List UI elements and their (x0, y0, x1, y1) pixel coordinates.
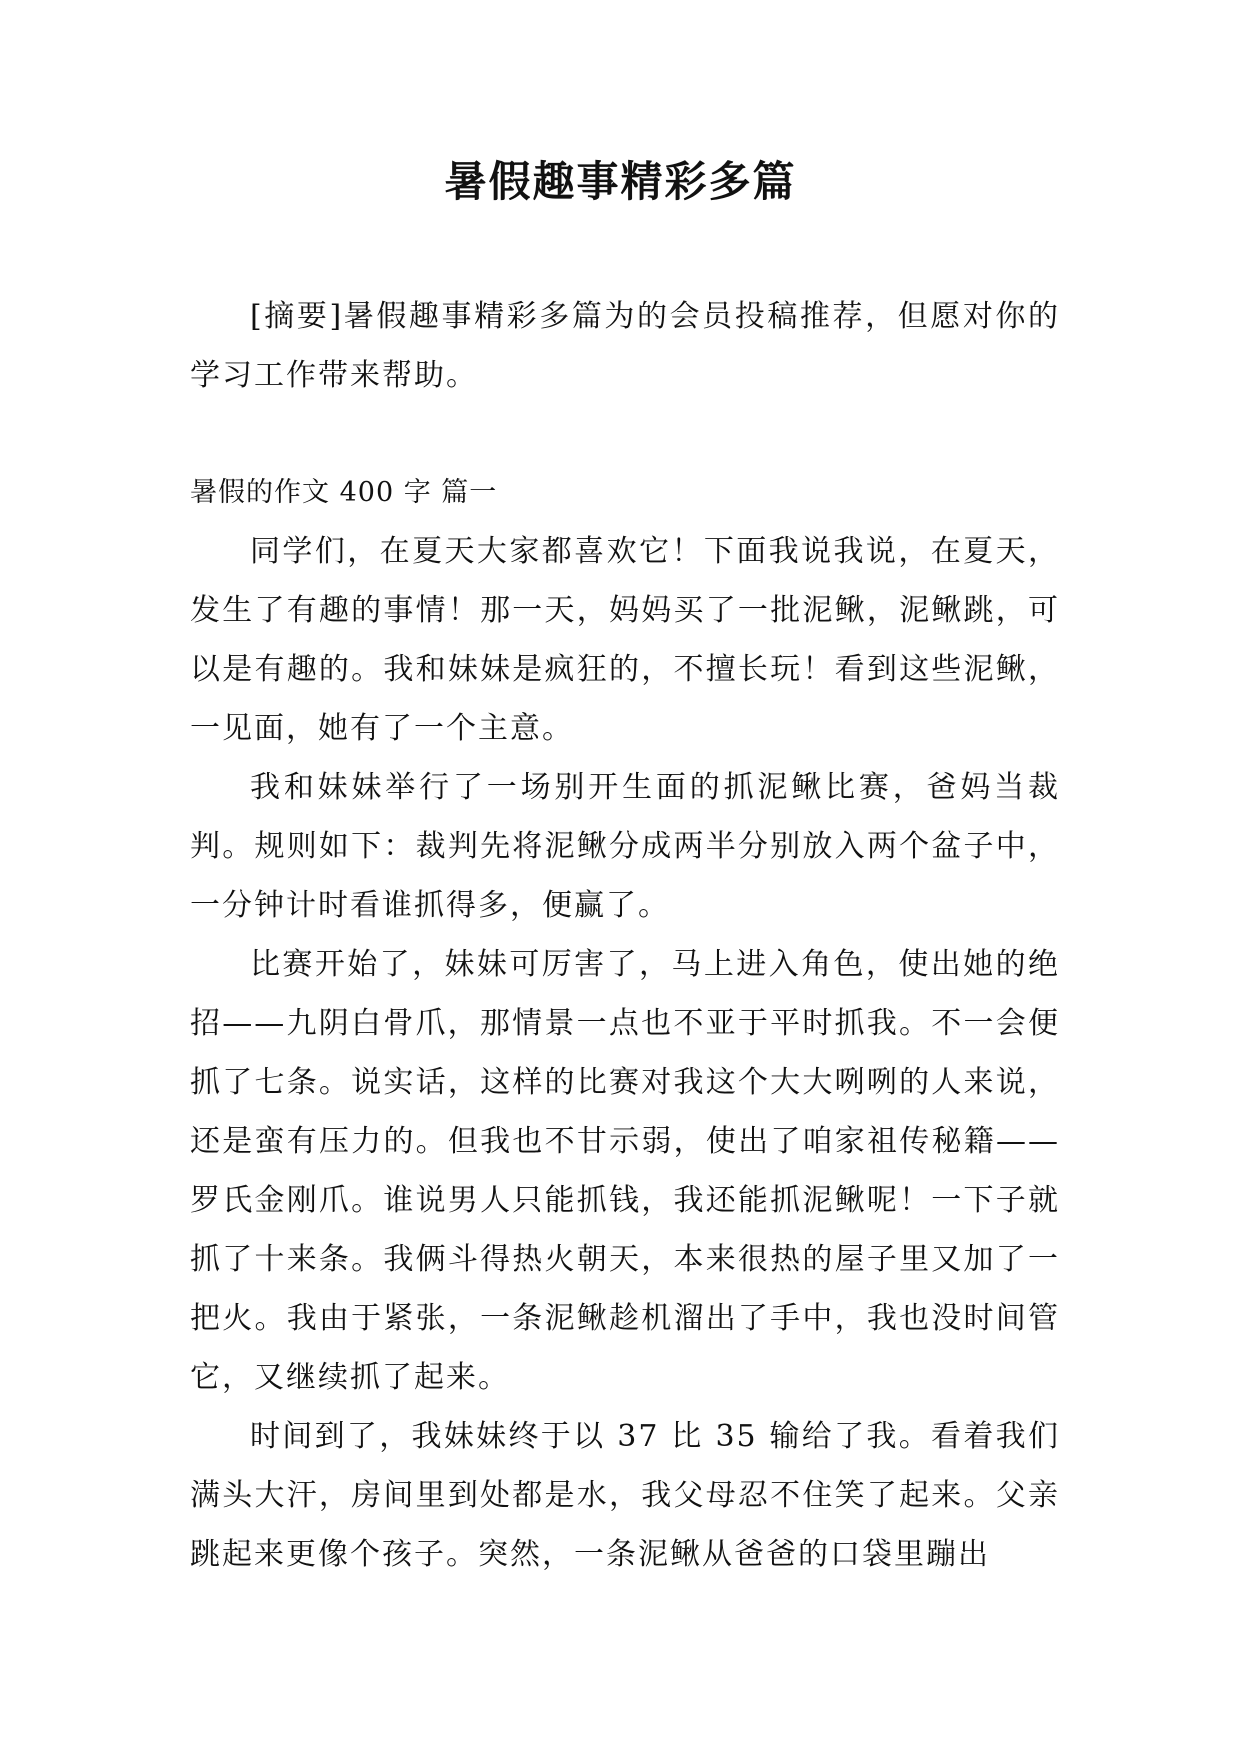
document-body (190, 287, 1060, 1584)
abstract-paragraph: [摘要]暑假趣事精彩多篇为的会员投稿推荐，但愿对你的学习工作带来帮助。 (190, 299, 1060, 393)
body-paragraph-3: 比赛开始了，妹妹可厉害了，马上进入角色，使出她的绝招——九阴白骨爪，那情景一点也不亚于平时抓我。不一会便抓了七条。说实话，这样的比赛对我这个大大咧咧的人来说，还是蛮有压力的。但我也不甘示弱，使出了咱家祖传秘籍——罗氏金刚爪。谁说男人只能抓钱，我还能抓泥鳅呢！一下子就抓了十来条。我俩斗得热火朝天，本来很热的屋子里又加了一把火。我由于紧张，一条泥鳅趁机溜出了手中，我也没时间管它，又继续抓了起来。 (190, 947, 1060, 1395)
body-paragraph-2: 我和妹妹举行了一场别开生面的抓泥鳅比赛，爸妈当裁判。规则如下：裁判先将泥鳅分成两半分别放入两个盆子中，一分钟计时看谁抓得多，便赢了。 (190, 770, 1060, 923)
document-title: 暑假趣事精彩多篇 (444, 157, 797, 206)
body-paragraph-4: 时间到了，我妹妹终于以 37 比 35 输给了我。看着我们满头大汗，房间里到处都是水，我父母忍不住笑了起来。父亲跳起来更像个孩子。突然，一条泥鳅从爸爸的口袋里蹦出 (190, 1419, 1060, 1572)
section-heading: 暑假的作文 400 字 篇一 (190, 477, 498, 508)
body-paragraph-1: 同学们，在夏天大家都喜欢它！下面我说我说，在夏天，发生了有趣的事情！那一天，妈妈买了一批泥鳅，泥鳅跳，可以是有趣的。我和妹妹是疯狂的，不擅长玩！看到这些泥鳅，一见面，她有了一个主意。 (190, 534, 1060, 746)
